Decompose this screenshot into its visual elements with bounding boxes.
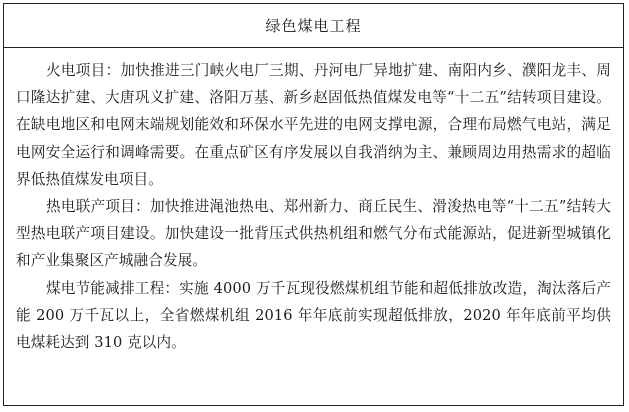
- title-row: [4, 4, 623, 48]
- paragraph-energy-saving: 煤电节能减排工程：实施 4000 万千瓦现役燃煤机组节能和超低排放改造，淘汰落后产能 200 万千瓦以上，全省燃煤机组 2016 年年底前实现超低排放，2020 年年底前平均供电煤耗达到 310 克以内。: [16, 279, 611, 352]
- paragraph-cogeneration: 热电联产项目：加快推进渑池热电、郑州新力、商丘民生、滑浚热电等“十二五”结转大型热电联产项目建设。加快建设一批背压式供热机组和燃气分布式能源站，促进新型城镇化和产业集聚区产城融合发展。: [16, 198, 611, 270]
- content-table: [3, 3, 624, 406]
- paragraph-thermal-power: 火电项目：加快推进三门峡火电厂三期、丹河电厂异地扩建、南阳内乡、濮阳龙丰、周口隆达扩建、大唐巩义扩建、洛阳万基、新乡赵固低热值煤发电等“十二五”结转项目建设。在缺电地区和电网末端规划能效和环保水平先进的电网支撑电源，合理布局燃气电站，满足电网安全运行和调峰需要。在重点矿区有序发展以自我消纳为主、兼顾周边用热需求的超临界低热值煤发电项目。: [16, 62, 611, 188]
- table-body: [4, 48, 623, 356]
- table-title: 绿色煤电工程: [265, 17, 362, 35]
